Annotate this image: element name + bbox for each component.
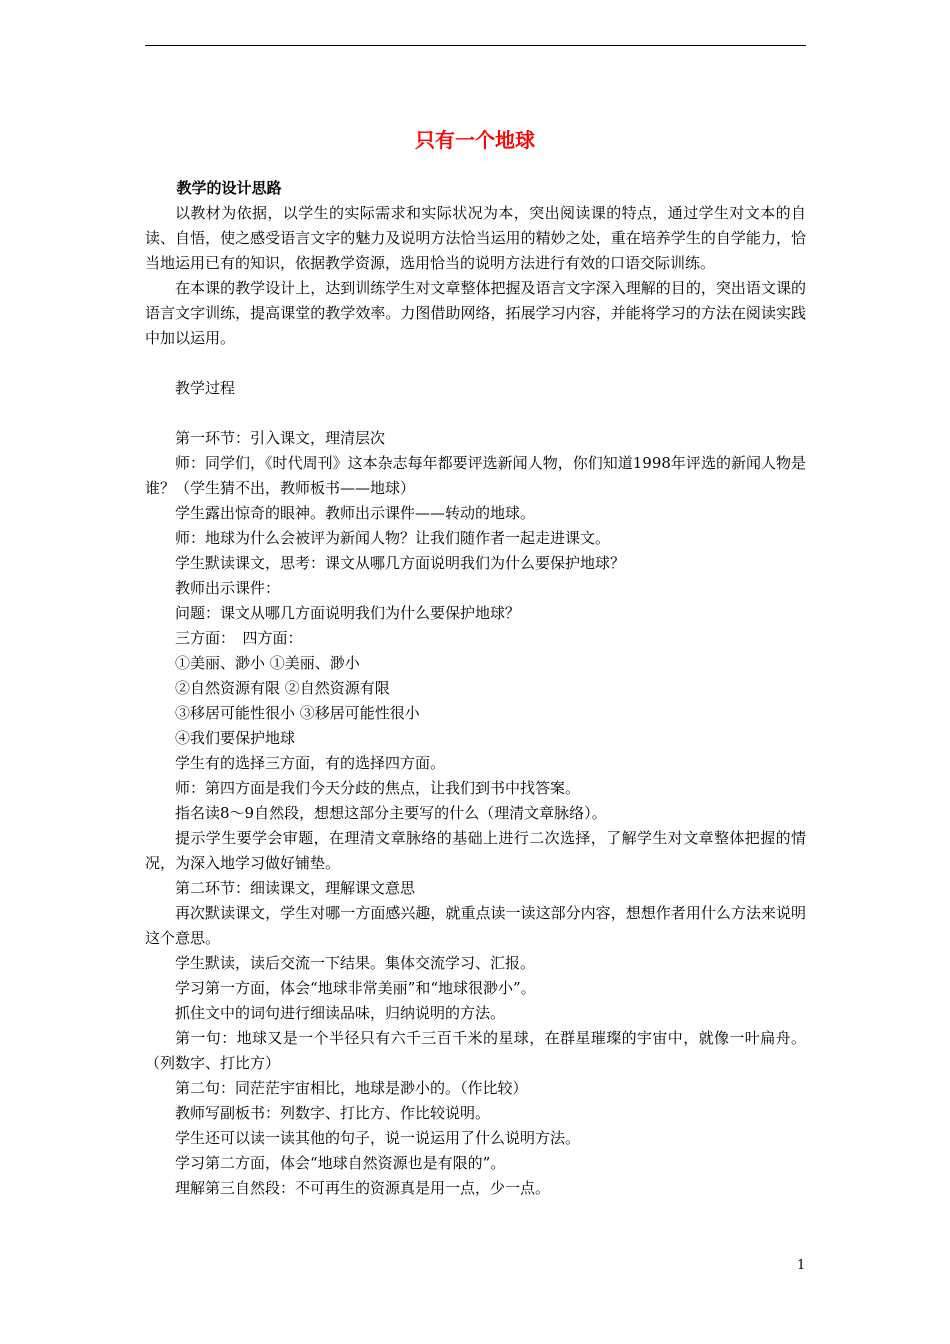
body-line: 教师写副板书：列数字、打比方、作比较说明。 [175, 1104, 491, 1122]
body-line: 学生默读，读后交流一下结果。集体交流学习、汇报。 [175, 954, 536, 972]
process-heading: 教学过程 [175, 379, 236, 397]
body-line: 教师出示课件： [175, 579, 281, 597]
body-line: 师：第四方面是我们今天分歧的焦点，让我们到书中找答案。 [175, 779, 581, 797]
body-line: 再次默读课文，学生对哪一方面感兴趣，就重点读一读这部分内容，想想作者用什么方法来说明这个意思。 [145, 904, 806, 947]
page-number: 1 [797, 1258, 806, 1273]
body-line: 师：同学们，《时代周刊》这本杂志每年都要评选新闻人物，你们知道1998年评选的新闻人物是谁？（学生猜不出，教师板书——地球） [145, 454, 806, 497]
header-rule [145, 45, 806, 46]
body-line: 第二句：同茫茫宇宙相比，地球是渺小的。（作比较） [175, 1079, 528, 1097]
body-line: 学生默读课文，思考：课文从哪几方面说明我们为什么要保护地球？ [175, 554, 626, 572]
body-line: 师：地球为什么会被评为新闻人物？让我们随作者一起走进课文。 [175, 529, 611, 547]
body-line: 指名读8～9自然段，想想这部分主要写的什么（理清文章脉络）。 [175, 804, 607, 822]
body-line: 第一环节：引入课文，理清层次 [175, 429, 386, 447]
document-body [145, 176, 806, 1201]
body-line: 学生还可以读一读其他的句子，说一说运用了什么说明方法。 [175, 1129, 581, 1147]
process-lines [145, 426, 806, 1201]
paragraph: 以教材为依据，以学生的实际需求和实际状况为本，突出阅读课的特点，通过学生对文本的自读、自悟，使之感受语言文字的魅力及说明方法恰当运用的精妙之处，重在培养学生的自学能力，恰当地运用已有的知识，依据教学资源，选用恰当的说明方法进行有效的口语交际训练。 [145, 204, 806, 272]
body-line: 学生露出惊奇的眼神。教师出示课件——转动的地球。 [175, 504, 536, 522]
body-line: ②自然资源有限 ②自然资源有限 [175, 679, 390, 697]
paragraph: 在本课的教学设计上，达到训练学生对文章整体把握及语言文字深入理解的目的，突出语文课的语言文字训练，提高课堂的教学效率。力图借助网络，拓展学习内容，并能将学习的方法在阅读实践中加以运用。 [145, 279, 806, 347]
body-line: 抓住文中的词句进行细读品味，归纳说明的方法。 [175, 1004, 506, 1022]
body-line: 提示学生要学会审题，在理清文章脉络的基础上进行二次选择，了解学生对文章整体把握的情况，为深入地学习做好铺垫。 [145, 829, 806, 872]
body-line: 第二环节：细读课文，理解课文意思 [175, 879, 416, 897]
body-line: 学习第二方面，体会“地球自然资源也是有限的”。 [175, 1154, 506, 1172]
section-heading: 教学的设计思路 [176, 179, 282, 197]
body-line: ④我们要保护地球 [175, 729, 296, 747]
body-line: 第一句：地球又是一个半径只有六千三百千米的星球，在群星璀璨的宇宙中，就像一叶扁舟。（列数字、打比方） [145, 1029, 806, 1072]
document-title: 只有一个地球 [415, 128, 535, 152]
body-line: 学生有的选择三方面，有的选择四方面。 [175, 754, 446, 772]
body-line: 理解第三自然段：不可再生的资源真是用一点，少一点。 [175, 1179, 551, 1197]
body-line: 三方面： 四方面： [175, 629, 303, 647]
body-line: ③移居可能性很小 ③移居可能性很小 [175, 704, 420, 722]
body-line: ①美丽、渺小 ①美丽、渺小 [175, 654, 360, 672]
body-line: 学习第一方面，体会“地球非常美丽”和“地球很渺小”。 [175, 979, 536, 997]
body-line: 问题：课文从哪几方面说明我们为什么要保护地球？ [175, 604, 521, 622]
